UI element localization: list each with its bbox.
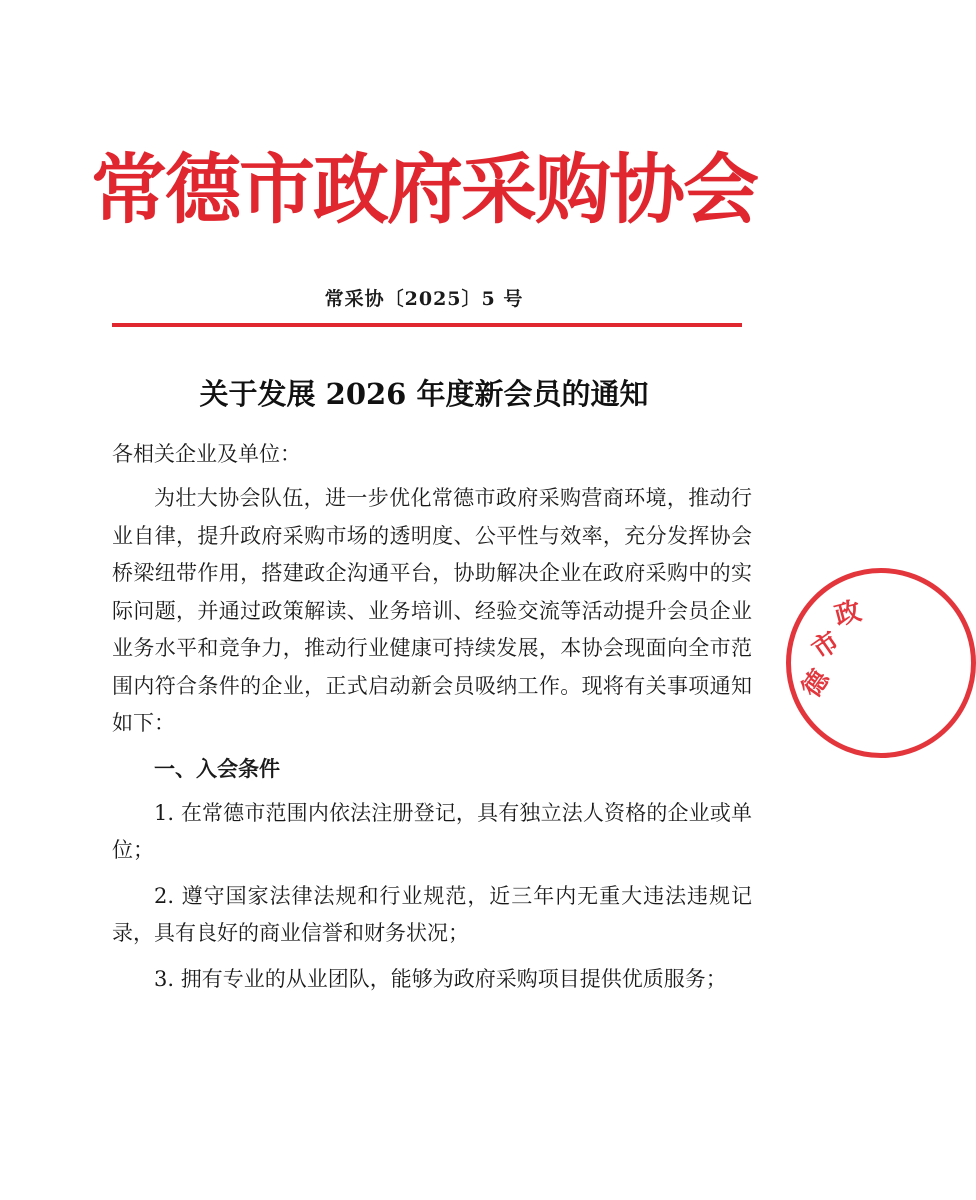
condition-item-2: 2. 遵守国家法律法规和行业规范，近三年内无重大违法违规记录，具有良好的商业信誉和财务状况； (112, 883, 752, 945)
seal-char: 德 (796, 664, 836, 704)
red-divider-line (112, 323, 742, 327)
salutation: 各相关企业及单位： (112, 442, 301, 466)
condition-item-3: 3. 拥有专业的从业团队，能够为政府采购项目提供优质服务； (154, 966, 727, 991)
official-seal (786, 568, 976, 758)
notice-body (112, 436, 752, 998)
notice-title: 关于发展 2026 年度新会员的通知 (199, 377, 649, 411)
seal-char: 市 (806, 626, 846, 666)
intro-paragraph: 为壮大协会队伍，进一步优化常德市政府采购营商环境，推动行业自律，提升政府采购市场的透明度、公平性与效率，充分发挥协会桥梁纽带作用，搭建政企沟通平台，协助解决企业在政府采购中的实际问题，并通过政策解读、业务培训、经验交流等活动提升会员企业业务水平和竞争力，推动行业健康可持续发展，本协会现面向全市范围内符合条件的企业，正式启动新会员吸纳工作。现将有关事项通知如下： (112, 486, 752, 735)
document-number: 常采协〔2025〕5 号 (324, 288, 524, 310)
condition-item-1: 1. 在常德市范围内依法注册登记，具有独立法人资格的企业或单位； (112, 800, 752, 862)
seal-char: 政 (831, 596, 865, 632)
section-heading-conditions: 一、入会条件 (154, 755, 280, 781)
org-name-header: 常德市政府采购协会 (91, 145, 757, 234)
